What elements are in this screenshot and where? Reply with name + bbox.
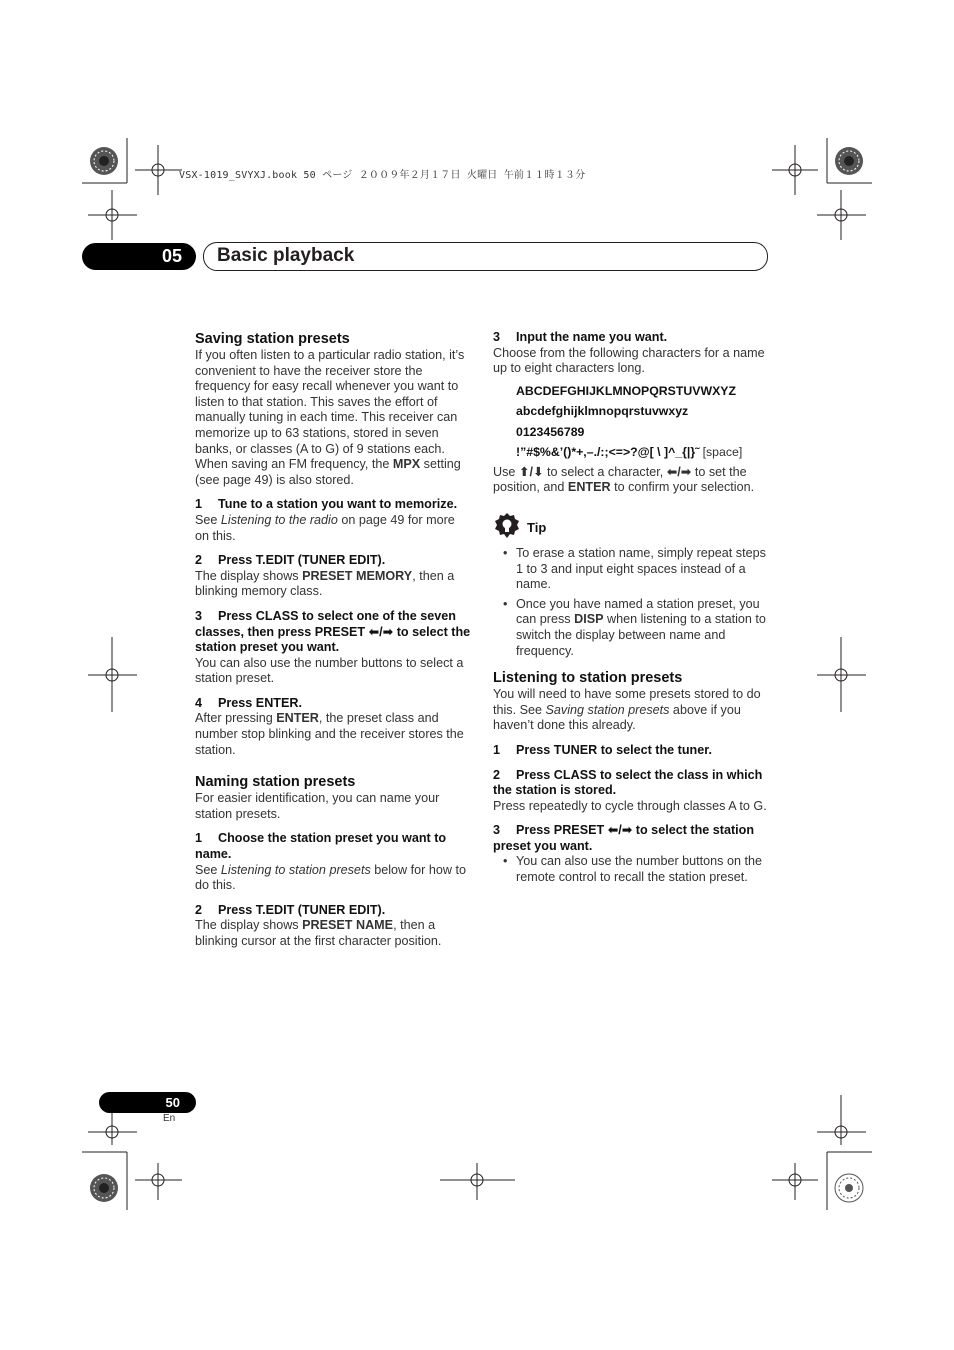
section-title-naming: Naming station presets [195,774,356,791]
saving-step-2-body: The display shows PRESET MEMORY, then a blinking memory class. [195,568,455,599]
chars-uppercase: ABCDEFGHIJKLMNOPQRSTUVWXYZ [516,383,736,398]
page-number-badge: 50 [99,1092,196,1113]
listening-step-1: 1 Press TUNER to select the tuner. [493,742,712,757]
page-language: En [163,1113,176,1124]
crosshair-icon [88,190,137,240]
tip-list [493,546,769,659]
naming-intro: For easier identification, you can name your station presets. [195,791,440,821]
saving-step-4: 4 Press ENTER. [195,695,302,710]
crosshair-icon [817,190,866,240]
crosshair-icon [817,637,866,712]
saving-step-1-body: See Listening to the radio on page 49 for more on this. [195,512,455,543]
saving-step-4-body: After pressing ENTER, the preset class and number stop blinking and the receiver stores the station. [195,711,464,757]
crosshair-icon [772,1163,818,1200]
crosshair-icon [440,1163,515,1200]
book-header-line: VSX-1019_SVYXJ.book 50 ページ ２００９年２月１７日 火曜日 午前１１時１３分 [179,170,586,181]
star-target-icon [90,1174,118,1202]
naming-step-2: 2 Press T.EDIT (TUNER EDIT). [195,902,386,917]
chars-lowercase: abcdefghijklmnopqrstuvwxyz [516,404,689,419]
tip-item: • Once you have named a station preset, you can press DISP when listening to a station to switch the display between name and frequency. [493,597,769,659]
tip-header [493,512,769,540]
left-column [195,330,471,950]
tip-label: Tip [527,520,547,536]
listening-step-2: 2 Press CLASS to select the class in which the station is stored. [493,767,763,798]
saving-step-1: 1 Tune to a station you want to memorize. [195,497,458,512]
section-title-listening: Listening to station presets [493,670,683,687]
star-target-icon [835,147,863,175]
lightbulb-icon [493,512,521,540]
crosshair-icon [772,145,818,195]
listening-step-2-body: Press repeatedly to cycle through classes A to G. [493,798,767,813]
character-set [493,381,769,463]
crosshair-icon [135,1163,182,1200]
tip-item: • To erase a station name, simply repeat steps 1 to 3 and input eight spaces instead of a name. [493,546,769,593]
chapter-title: Basic playback [217,245,355,266]
star-target-icon [90,147,118,175]
right-column [493,330,769,890]
section-title-saving: Saving station presets [195,331,350,347]
list-item: • You can also use the number buttons on the remote control to recall the station preset. [493,854,769,885]
saving-intro: If you often listen to a particular radio station, it’s convenient to have the receiver store the frequency for easy recall whenever you want to listen to that station. This saves the effort of manually tuning in each time. This receiver can memorize up to 63 stations, stored in seven banks, or classes (A to G) of 9 stations each. When saving an FM frequency, the MPX setting (see page 49) is also stored. [195,348,465,487]
chapter-number-badge: 05 [82,243,196,270]
naming-step-2-body: The display shows PRESET NAME, then a blinking cursor at the first character position. [195,918,442,948]
saving-step-3: 3 Press CLASS to select one of the seven classes, then press PRESET ⬅/➡ to select the station preset you want. [195,608,471,655]
naming-step-1-body: See Listening to station presets below for how to do this. [195,862,466,893]
saving-step-3-body: You can also use the number buttons to select a station preset. [195,655,464,686]
star-target-icon [835,1174,863,1202]
crosshair-icon [817,1095,866,1145]
naming-step-3-body: Choose from the following characters for a name up to eight characters long. [493,345,765,376]
naming-controls-text: Use ⬆/⬇ to select a character, ⬅/➡ to set the position, and ENTER to confirm your selection. [493,464,755,495]
listening-intro: You will need to have some presets stored to do this. See Saving station presets above if you haven’t done this already. [493,687,761,733]
saving-step-2: 2 Press T.EDIT (TUNER EDIT). [195,553,386,568]
chars-digits: 0123456789 [516,424,585,439]
crosshair-icon [88,637,137,712]
crosshair-icon [135,145,182,195]
naming-step-3: 3 Input the name you want. [493,330,668,344]
naming-step-1: 1 Choose the station preset you want to name. [195,831,447,862]
listening-step-3-list [493,854,769,885]
chars-symbols: !”#$%&’()*+,–./:;<=>?@[ \ ]^_{|}˜ [space] [516,445,743,460]
listening-step-3: 3 Press PRESET ⬅/➡ to select the station preset you want. [493,823,755,853]
